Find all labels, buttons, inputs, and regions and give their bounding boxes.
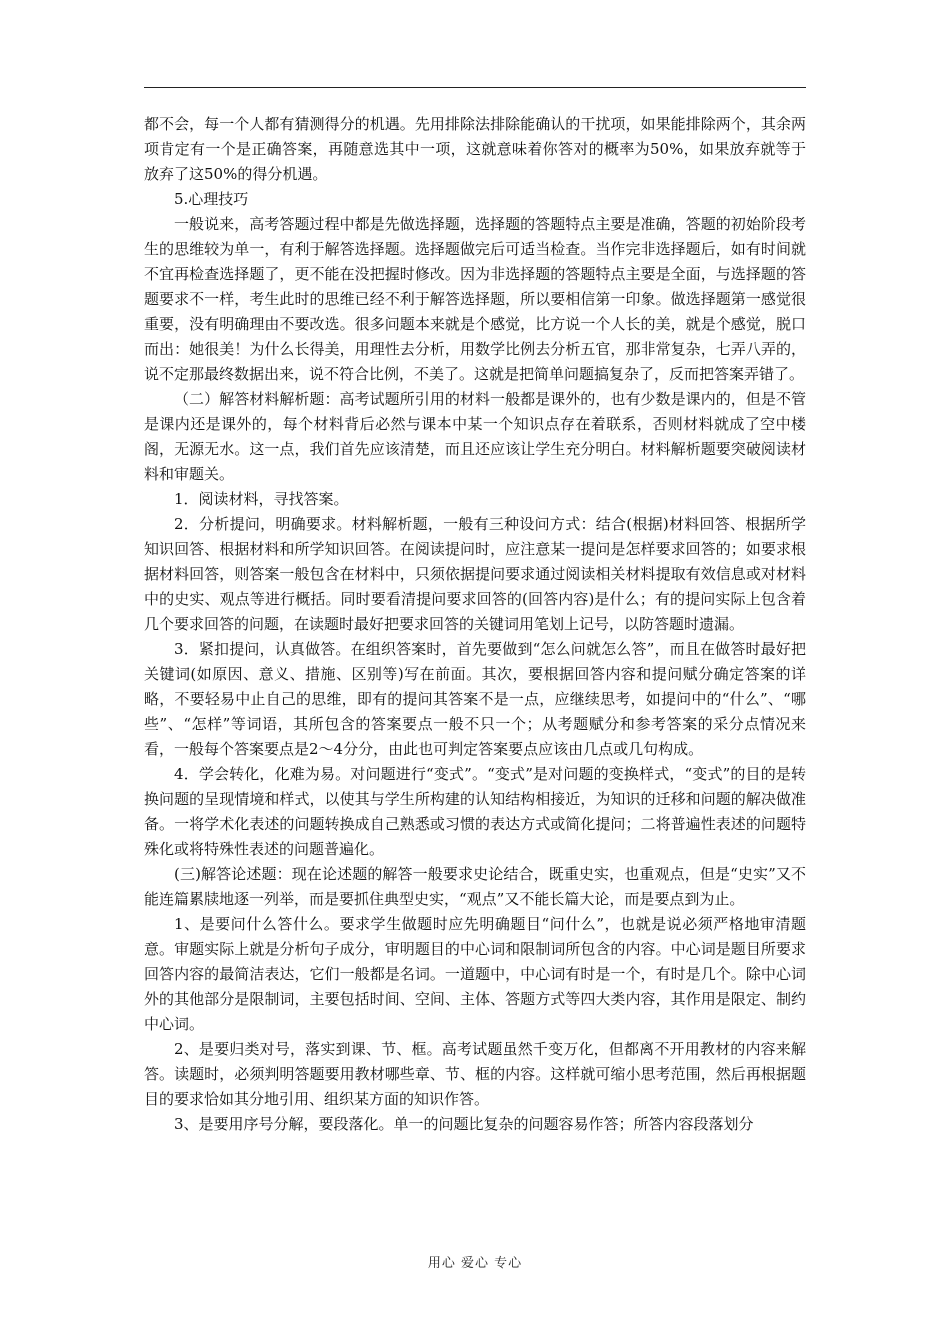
list-item: 4．学会转化，化难为易。对问题进行“变式”。“变式”是对问题的变换样式，“变式”的目的是转换问题的呈现情境和样式，以使其与学生所构建的认知结构相接近，为知识的迁移和问题的解决做准备。一将学术化表述的问题转换成自己熟悉或习惯的表达方式或简化提问；二将普遍性表述的问题特殊化或将特殊性表述的问题普遍化。 — [144, 765, 806, 858]
list-item: 1、是要问什么答什么。要求学生做题时应先明确题目“问什么”，也就是说必须严格地审清题意。审题实际上就是分析句子成分，审明题目的中心词和限制词所包含的内容。中心词是题目所要求回答内容的最简洁表达，它们一般都是名词。一道题中，中心词有时是一个，有时是几个。除中心词外的其他部分是限制词，主要包括时间、空间、主体、答题方式等四大类内容，其作用是限定、制约中心词。 — [144, 915, 806, 1033]
list-item: 3．紧扣提问，认真做答。在组织答案时，首先要做到“怎么问就怎么答”，而且在做答时最好把关键词(如原因、意义、措施、区别等)写在前面。其次，要根据回答内容和提问赋分确定答案的详略，不要轻易中止自己的思维，即有的提问其答案不是一点，应继续思考，如提问中的“什么”、“哪些”、“怎样”等词语，其所包含的答案要点一般不只一个；从考题赋分和参考答案的采分点情况来看，一般每个答案要点是2～4分分，由此也可判定答案要点应该由几点或几句构成。 — [144, 640, 806, 758]
list-item: 3、是要用序号分解，要段落化。单一的问题比复杂的问题容易作答；所答内容段落划分 — [174, 1115, 754, 1133]
list-item: 2．分析提问，明确要求。材料解析题，一般有三种设问方式：结合(根据)材料回答、根据所学知识回答、根据材料和所学知识回答。在阅读提问时，应注意某一提问是怎样要求回答的；如要求根据材料回答，则答案一般包含在材料中，只须依据提问要求通过阅读相关材料提取有效信息或对材料中的史实、观点等进行概括。同时要看清提问要求回答的(回答内容)是什么；有的提问实际上包含着几个要求回答的问题，在读题时最好把要求回答的关键词用笔划上记号，以防答题时遗漏。 — [144, 515, 806, 633]
paragraph: 都不会，每一个人都有猜测得分的机遇。先用排除法排除能确认的干扰项，如果能排除两个，其余两项肯定有一个是正确答案，再随意选其中一项，这就意味着你答对的概率为50%，如果放弃就等于放弃了这50%的得分机遇。 — [144, 115, 806, 183]
document-body — [144, 112, 806, 1137]
list-item: 1．阅读材料，寻找答案。 — [174, 490, 349, 508]
section-heading-psychology-tips: 5.心理技巧 — [174, 190, 249, 208]
paragraph: 一般说来，高考答题过程中都是先做选择题，选择题的答题特点主要是准确，答题的初始阶段考生的思维较为单一，有利于解答选择题。选择题做完后可适当检查。当作完非选择题后，如有时间就不宜再检查选择题了，更不能在没把握时修改。因为非选择题的答题特点主要是全面，与选择题的答题要求不一样，考生此时的思维已经不利于解答选择题，所以要相信第一印象。做选择题第一感觉很重要，没有明确理由不要改选。很多问题本来就是个感觉，比方说一个人长的美，就是个感觉，脱口而出：她很美！为什么长得美，用理性去分析，用数学比例去分析五官，那非常复杂，七弄八弄的，说不定那最终数据出来，说不符合比例，不美了。这就是把简单问题搞复杂了，反而把答案弄错了。 — [144, 215, 806, 383]
paragraph-essay-questions: (三)解答论述题：现在论述题的解答一般要求史论结合，既重史实，也重观点，但是“史实”又不能连篇累牍地逐一列举，而是要抓住典型史实，“观点”又不能长篇大论，而是要点到为止。 — [144, 865, 806, 908]
paragraph-material-analysis: （二）解答材料解析题：高考试题所引用的材料一般都是课外的，也有少数是课内的，但是不管是课内还是课外的，每个材料背后必然与课本中某一个知识点存在着联系，否则材料就成了空中楼阁，无源无水。这一点，我们首先应该清楚，而且还应该让学生充分明白。材料解析题要突破阅读材料和审题关。 — [144, 390, 806, 483]
list-item: 2、是要归类对号，落实到课、节、框。高考试题虽然千变万化，但都离不开用教材的内容来解答。读题时，必须判明答题要用教材哪些章、节、框的内容。这样就可缩小思考范围，然后再根据题目的要求恰如其分地引用、组织某方面的知识作答。 — [144, 1040, 806, 1108]
header-rule — [144, 87, 806, 88]
page-footer: 用心 爱心 专心 — [427, 1256, 523, 1271]
